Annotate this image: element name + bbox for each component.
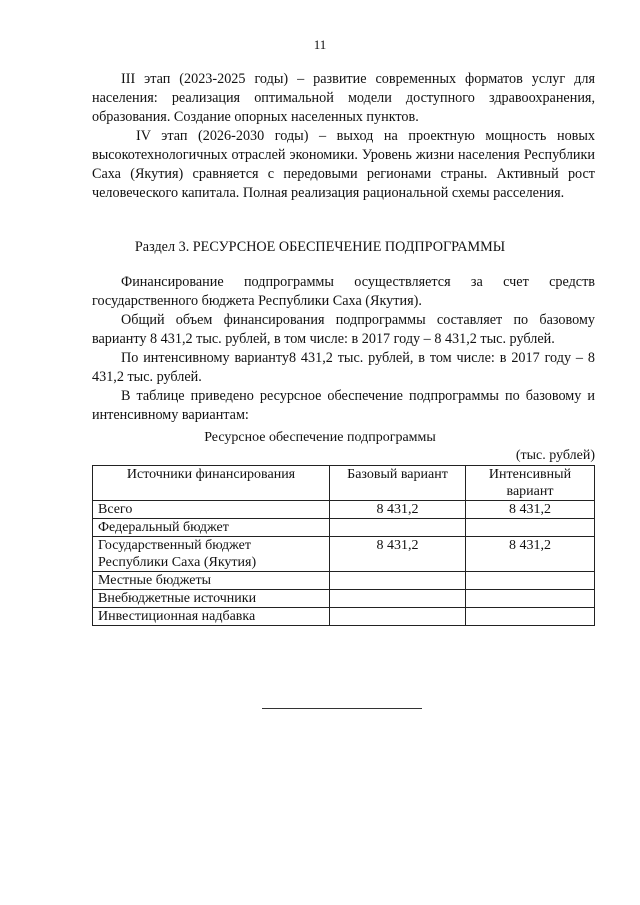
row-base-value [330,590,466,608]
table-row [93,608,595,626]
table-title: Ресурсное обеспечение подпрограммы [204,430,436,445]
table-row [93,501,595,519]
row-base-value [330,608,466,626]
paragraph-table-intro: В таблице приведено ресурсное обеспечение подпрограммы по базовому и интенсивному вариантам: [92,388,595,423]
row-base-value: 8 431,2 [330,501,466,519]
row-label: Местные бюджеты [93,572,330,590]
header-sources: Источники финансирования [93,466,330,501]
row-label: Федеральный бюджет [93,519,330,537]
row-label: Инвестиционная надбавка [93,608,330,626]
row-intensive-value: 8 431,2 [466,501,595,519]
table-row [93,519,595,537]
row-intensive-value [466,608,595,626]
table-row [93,590,595,608]
financing-text [92,273,595,425]
paragraph-intensive-variant: По интенсивному варианту8 431,2 тыс. рублей, в том числе: в 2017 году – 8 431,2 тыс. рублей. [92,350,595,385]
row-label: Внебюджетные источники [93,590,330,608]
resource-table [92,465,595,626]
row-intensive-value [466,590,595,608]
table-units: (тыс. рублей) [515,448,595,463]
page-number: 11 [313,37,327,52]
stages-text [92,70,595,203]
paragraph-financing-source: Финансирование подпрограммы осуществляется за счет средств государственного бюджета Республики Саха (Якутия). [92,274,595,309]
row-base-value: 8 431,2 [330,537,466,572]
row-label: Государственный бюджет Республики Саха (Якутия) [93,537,330,572]
row-intensive-value [466,572,595,590]
table-header-row [93,466,595,501]
row-label: Всего [93,501,330,519]
header-intensive: Интенсивный вариант [466,466,595,501]
table-row [93,572,595,590]
paragraph-stage-3: III этап (2023-2025 годы) – развитие современных форматов услуг для населения: реализация оптимальной модели доступного здравоохранения, образования. Создание опорных населенных пунктов. [92,71,595,125]
row-base-value [330,519,466,537]
row-intensive-value: 8 431,2 [466,537,595,572]
table-row [93,537,595,572]
paragraph-base-variant: Общий объем финансирования подпрограммы составляет по базовому варианту 8 431,2 тыс. рублей, в том числе: в 2017 году – 8 431,2 тыс. рублей. [92,312,595,347]
footer-divider [262,708,422,709]
paragraph-stage-4: IV этап (2026-2030 годы) – выход на проектную мощность новых высокотехнологичных отраслей экономики. Уровень жизни населения Республики Саха (Якутия) сравняется с передовыми регионами страны. Активный рост человеческого капитала. Полная реализация рациональной схемы расселения. [92,128,595,201]
header-base: Базовый вариант [330,466,466,501]
row-base-value [330,572,466,590]
section-heading: Раздел 3. РЕСУРСНОЕ ОБЕСПЕЧЕНИЕ ПОДПРОГРАММЫ [134,239,506,255]
row-intensive-value [466,519,595,537]
